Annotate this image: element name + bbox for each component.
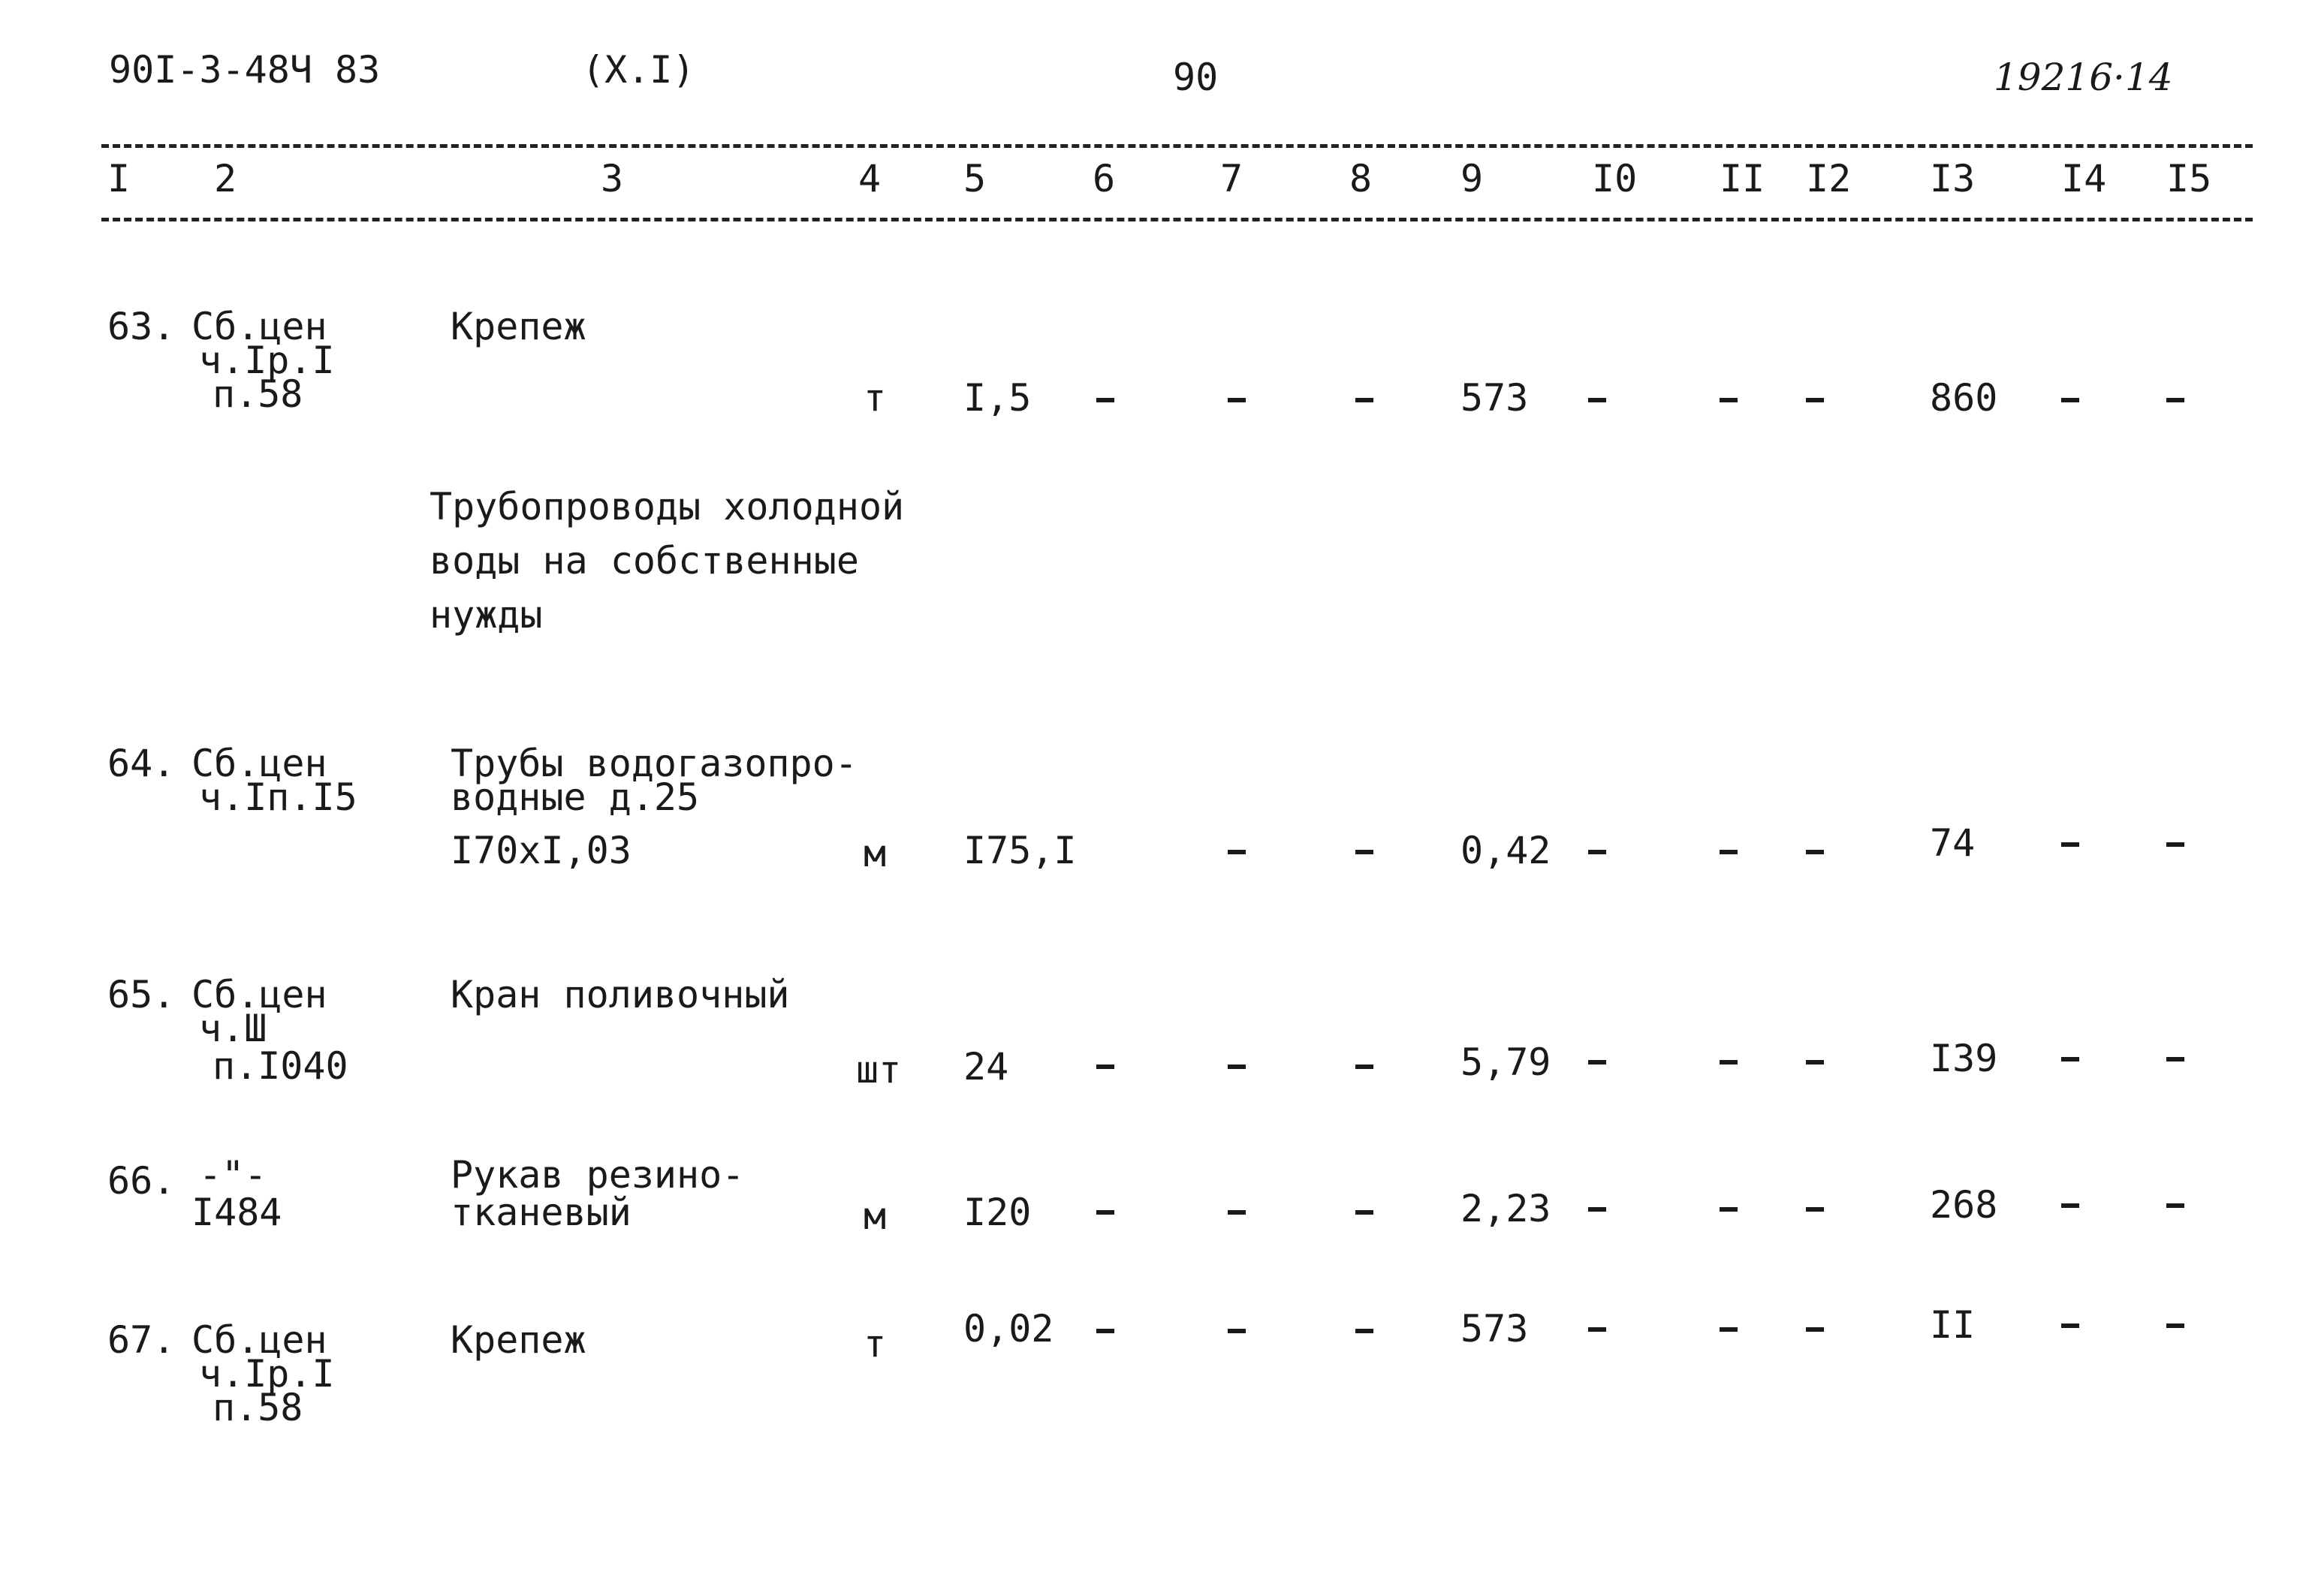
row-number: 67. (107, 1318, 176, 1362)
item-description: I70xI,03 (451, 829, 632, 872)
unit: шт (856, 1048, 902, 1092)
sheet-code: 19216·14 (1994, 56, 2173, 99)
empty-cell-dash (2166, 842, 2184, 847)
quantity: I20 (963, 1191, 1032, 1234)
empty-cell-dash (1720, 1060, 1738, 1065)
row-number: 66. (107, 1159, 176, 1203)
column-header-5: 5 (963, 157, 987, 200)
empty-cell-dash (1228, 850, 1246, 854)
quantity: I75,I (963, 829, 1077, 872)
column-header-8: 8 (1349, 157, 1373, 200)
empty-cell-dash (1806, 1060, 1824, 1065)
empty-cell-dash (1720, 1207, 1738, 1212)
empty-cell-dash (1355, 1210, 1373, 1215)
item-description: Кран поливочный (451, 973, 790, 1016)
column-header-1: I (107, 157, 131, 200)
empty-cell-dash (1355, 398, 1373, 402)
column-header-7: 7 (1220, 157, 1243, 200)
column-header-9: 9 (1460, 157, 1484, 200)
item-description: Трубы водогазопро- (451, 742, 858, 785)
unit-price: 573 (1460, 1307, 1529, 1351)
empty-cell-dash (1096, 1329, 1114, 1333)
total-cost: I39 (1930, 1037, 1998, 1080)
empty-cell-dash (1588, 1327, 1606, 1332)
unit-price: 5,79 (1460, 1040, 1551, 1084)
item-description: тканевый (451, 1191, 632, 1234)
column-header-12: I2 (1806, 157, 1852, 200)
empty-cell-dash (1806, 850, 1824, 854)
column-header-2: 2 (214, 157, 237, 200)
empty-cell-dash (1720, 1327, 1738, 1332)
column-header-4: 4 (858, 157, 882, 200)
unit-price: 573 (1460, 376, 1529, 420)
item-description: Рукав резино- (451, 1153, 745, 1197)
unit-price: 2,23 (1460, 1187, 1551, 1230)
empty-cell-dash (1096, 398, 1114, 402)
unit: т (864, 1322, 887, 1366)
empty-cell-dash (1096, 1065, 1114, 1069)
header-top-rule (101, 144, 2253, 148)
column-header-3: 3 (601, 157, 624, 200)
empty-cell-dash (1355, 850, 1373, 854)
unit: т (864, 376, 887, 420)
item-description: Крепеж (451, 1318, 586, 1362)
unit: м (864, 1194, 887, 1238)
empty-cell-dash (2166, 1057, 2184, 1061)
price-reference: Сб.цен (191, 742, 327, 785)
row-number: 65. (107, 973, 176, 1016)
empty-cell-dash (1228, 1065, 1246, 1069)
empty-cell-dash (1806, 398, 1824, 402)
price-reference: п.I040 (213, 1044, 348, 1088)
empty-cell-dash (2061, 1057, 2079, 1061)
empty-cell-dash (1806, 1327, 1824, 1332)
section-heading: нужды (430, 593, 543, 637)
empty-cell-dash (1720, 398, 1738, 402)
empty-cell-dash (1355, 1065, 1373, 1069)
row-number: 63. (107, 305, 176, 348)
document-code: 90I-3-48Ч 83 (109, 48, 381, 92)
section-heading: Трубопроводы холодной (430, 485, 905, 528)
price-reference: п.58 (213, 372, 303, 416)
total-cost: II (1930, 1303, 1976, 1347)
unit-price: 0,42 (1460, 829, 1551, 872)
quantity: 24 (963, 1045, 1009, 1089)
price-reference: I484 (191, 1191, 282, 1234)
empty-cell-dash (2061, 1323, 2079, 1328)
total-cost: 268 (1930, 1183, 1998, 1227)
row-number: 64. (107, 742, 176, 785)
empty-cell-dash (2166, 398, 2184, 402)
item-description: Крепеж (451, 305, 586, 348)
empty-cell-dash (1806, 1207, 1824, 1212)
empty-cell-dash (1228, 1329, 1246, 1333)
empty-cell-dash (2061, 1203, 2079, 1208)
item-description: водные д.25 (451, 775, 700, 819)
page-number: 90 (1173, 56, 1219, 99)
price-reference: ч.Iп.I5 (199, 775, 357, 819)
price-reference: Сб.цен (191, 305, 327, 348)
empty-cell-dash (1228, 398, 1246, 402)
section-heading: воды на собственные (430, 539, 859, 583)
column-header-13: I3 (1930, 157, 1976, 200)
empty-cell-dash (1355, 1329, 1373, 1333)
column-header-6: 6 (1093, 157, 1116, 200)
quantity: I,5 (963, 376, 1032, 420)
empty-cell-dash (1228, 1210, 1246, 1215)
empty-cell-dash (2061, 398, 2079, 402)
quantity: 0,02 (963, 1307, 1054, 1351)
price-reference: -"- (199, 1153, 267, 1197)
column-header-14: I4 (2061, 157, 2107, 200)
total-cost: 74 (1930, 821, 1976, 865)
empty-cell-dash (1588, 398, 1606, 402)
section-code: (Х.I) (582, 48, 695, 92)
empty-cell-dash (2166, 1203, 2184, 1208)
empty-cell-dash (2166, 1323, 2184, 1328)
header-bottom-rule (101, 218, 2253, 221)
empty-cell-dash (1096, 1210, 1114, 1215)
empty-cell-dash (2061, 842, 2079, 847)
price-reference: ч.Ш (199, 1007, 267, 1050)
empty-cell-dash (1720, 850, 1738, 854)
empty-cell-dash (1588, 1207, 1606, 1212)
price-reference: п.58 (213, 1386, 303, 1429)
empty-cell-dash (1588, 1060, 1606, 1065)
empty-cell-dash (1588, 850, 1606, 854)
price-reference: Сб.цен (191, 973, 327, 1016)
price-reference: ч.Iр.I (199, 1352, 335, 1396)
price-reference: Сб.цен (191, 1318, 327, 1362)
price-reference: ч.Iр.I (199, 339, 335, 382)
column-header-10: I0 (1592, 157, 1638, 200)
column-header-15: I5 (2166, 157, 2212, 200)
column-header-11: II (1720, 157, 1765, 200)
unit: м (864, 832, 887, 875)
total-cost: 860 (1930, 376, 1998, 420)
